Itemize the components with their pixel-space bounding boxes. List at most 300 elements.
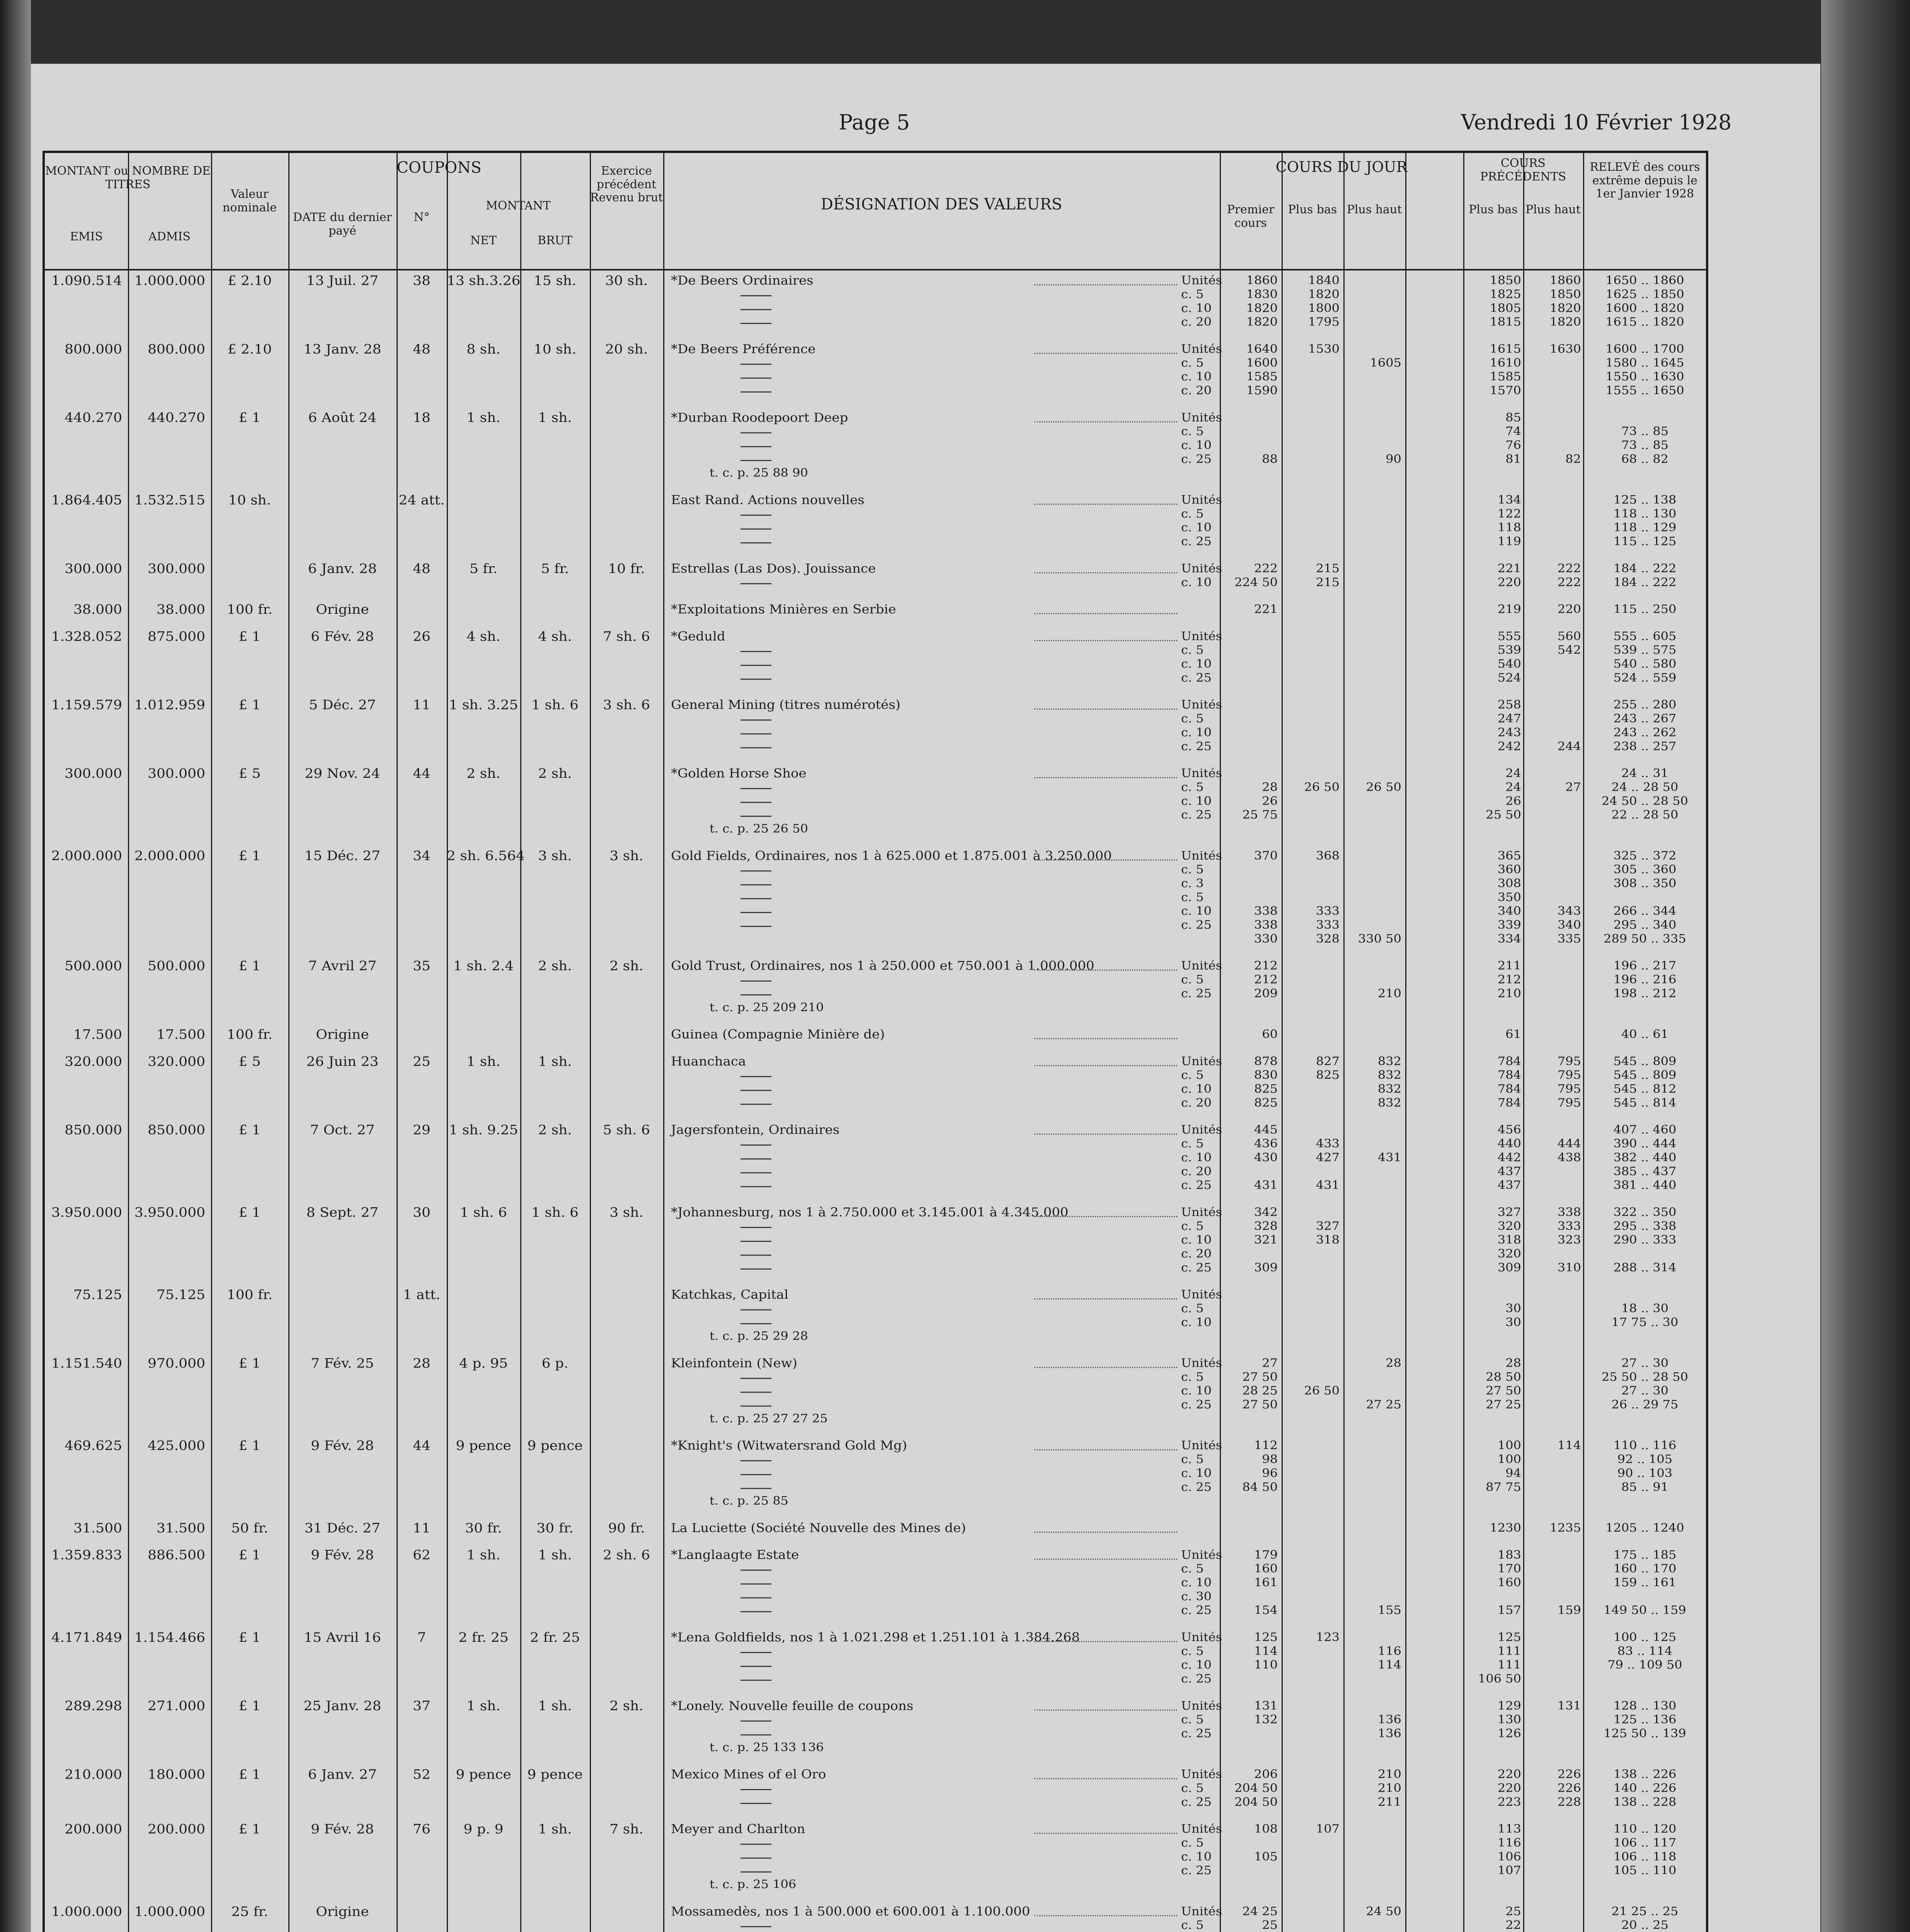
coupon-class-label: c. 5 (1181, 972, 1204, 986)
emis-value: 320.000 (65, 1054, 122, 1069)
premier-cours: 24 25 (1242, 1904, 1278, 1918)
prec-plus-bas: 1610 (1490, 355, 1521, 370)
leader-dots (1034, 709, 1177, 710)
security-name: *Langlaagte Estate (671, 1548, 799, 1563)
releve-range: 17 75 .. 30 (1611, 1315, 1678, 1329)
ditto-mark (741, 460, 771, 461)
exercice-revenu: 3 sh. (609, 849, 643, 864)
prec-plus-bas: 27 25 (1486, 1397, 1521, 1412)
prec-plus-bas: 134 (1497, 493, 1521, 507)
coupon-class-label: Unités (1181, 410, 1222, 424)
releve-range: 125 .. 138 (1613, 493, 1677, 507)
prec-plus-haut: 310 (1557, 1260, 1581, 1274)
coupon-class-label: c. 10 (1181, 301, 1212, 315)
coupon-number: 52 (413, 1767, 431, 1782)
security-name: *Geduld (671, 629, 725, 644)
coupon-class-label: c. 5 (1181, 1452, 1204, 1466)
prec-plus-bas: 129 (1497, 1699, 1521, 1713)
premier-cours: 1830 (1246, 287, 1278, 301)
prec-plus-bas: 122 (1497, 507, 1521, 520)
coupon-class-label: c. 25 (1181, 534, 1212, 548)
plus-bas: 433 (1316, 1136, 1340, 1151)
plus-haut: 431 (1377, 1150, 1401, 1164)
ditto-mark (741, 1255, 771, 1256)
coupon-class-label: Unités (1181, 273, 1222, 287)
releve-range: 68 .. 82 (1621, 452, 1669, 466)
prec-plus-bas: 26 (1505, 794, 1521, 808)
emis-value: 38.000 (73, 602, 122, 617)
header-plus-haut: Plus haut (1347, 203, 1402, 216)
prec-plus-bas: 130 (1497, 1712, 1521, 1726)
exercice-revenu: 7 sh. 6 (603, 629, 650, 644)
emis-value: 1.159.579 (51, 697, 122, 713)
ditto-mark (741, 1186, 771, 1187)
exercice-revenu: 3 sh. (609, 1205, 643, 1220)
ditto-mark (741, 295, 771, 296)
security-name: Mexico Mines of el Oro (671, 1767, 826, 1782)
premier-cours: 1585 (1246, 369, 1278, 384)
coupon-net: 1 sh. 3.25 (449, 697, 518, 713)
coupon-class-label: c. 5 (1181, 711, 1204, 726)
prec-plus-bas: 339 (1497, 918, 1521, 932)
coupon-brut: 5 fr. (541, 561, 569, 577)
ditto-mark (741, 323, 771, 324)
coupon-class-label: Unités (1181, 1767, 1222, 1781)
valeur-nominale: 10 sh. (228, 493, 271, 508)
plus-bas: 427 (1316, 1150, 1340, 1164)
admis-value: 3.950.000 (134, 1205, 205, 1220)
premier-cours: 96 (1262, 1466, 1278, 1480)
coupon-class-label: Unités (1181, 1287, 1222, 1301)
page-date: Vendredi 10 Février 1928 (1461, 110, 1732, 134)
prec-plus-bas: 1570 (1490, 383, 1521, 398)
releve-range: 149 50 .. 159 (1604, 1603, 1686, 1617)
admis-value: 1.532.515 (134, 493, 205, 508)
coupon-brut: 30 fr. (536, 1520, 574, 1536)
leader-dots (1034, 1532, 1177, 1533)
header-cours-precedents: COURS PRÉCÉDENTS (1480, 156, 1566, 184)
prec-plus-bas: 784 (1497, 1068, 1521, 1082)
ditto-mark (741, 515, 771, 516)
premier-cours: 1640 (1246, 342, 1278, 356)
admis-value: 425.000 (148, 1438, 205, 1454)
releve-range: 138 .. 226 (1613, 1767, 1677, 1781)
tcp-quote: t. c. p. 25 85 (710, 1493, 788, 1508)
prec-plus-bas: 221 (1497, 561, 1521, 575)
releve-range: 26 .. 29 75 (1611, 1397, 1678, 1412)
coupon-class-label: Unités (1181, 849, 1222, 862)
security-name: East Rand. Actions nouvelles (671, 493, 865, 507)
ditto-mark (741, 1611, 771, 1612)
ditto-mark (741, 543, 771, 544)
coupon-class-label: Unités (1181, 697, 1222, 712)
header-prec-bas: Plus bas (1469, 203, 1518, 216)
prec-plus-bas: 27 50 (1486, 1383, 1521, 1398)
coupon-class-label: c. 25 (1181, 1397, 1212, 1412)
exercice-revenu: 2 sh. (609, 1699, 643, 1714)
header-plus-bas: Plus bas (1288, 203, 1337, 216)
premier-cours: 132 (1254, 1712, 1278, 1726)
prec-plus-bas: 456 (1497, 1122, 1521, 1137)
plus-haut: 28 (1386, 1356, 1401, 1370)
header-no: N° (414, 211, 430, 224)
prec-plus-bas: 1585 (1490, 369, 1521, 384)
coupon-class-label: c. 10 (1181, 656, 1212, 671)
coupon-date: 26 Juin 23 (306, 1054, 379, 1069)
coupon-number: 48 (413, 342, 431, 357)
releve-range: 198 .. 212 (1613, 986, 1677, 1000)
coupon-class-label: c. 10 (1181, 575, 1212, 589)
plus-haut: 210 (1377, 1767, 1401, 1781)
coupon-net: 9 pence (456, 1438, 511, 1454)
leader-dots (1034, 284, 1177, 286)
ditto-mark (741, 981, 771, 982)
valeur-nominale: £ 1 (238, 1821, 261, 1837)
releve-range: 1600 .. 1700 (1605, 342, 1684, 356)
releve-range: 184 .. 222 (1613, 575, 1677, 589)
valeur-nominale: 100 fr. (226, 1287, 273, 1303)
releve-range: 73 .. 85 (1621, 424, 1669, 438)
security-name: Gold Trust, Ordinaires, nos 1 à 250.000 et 750.001 à 1.000.000 (671, 958, 1095, 973)
prec-plus-haut: 340 (1557, 918, 1581, 932)
coupon-number: 11 (413, 697, 431, 713)
valeur-nominale: £ 2.10 (227, 273, 272, 289)
coupon-class-label: Unités (1181, 958, 1222, 973)
plus-bas: 318 (1316, 1233, 1340, 1247)
quotation-table (43, 151, 1708, 1932)
plus-haut: 330 50 (1358, 932, 1401, 946)
prec-plus-bas: 24 (1505, 766, 1521, 780)
prec-plus-haut: 1630 (1549, 342, 1581, 356)
header-cours-jour: COURS DU JOUR (1275, 158, 1408, 175)
releve-range: 545 .. 809 (1613, 1054, 1677, 1068)
exercice-revenu: 30 sh. (605, 273, 648, 289)
leader-dots (1034, 640, 1177, 641)
book-edge-right (1821, 0, 1910, 1932)
prec-plus-bas: 555 (1497, 629, 1521, 643)
leader-dots (1034, 1778, 1177, 1779)
coupon-class-label: Unités (1181, 1356, 1222, 1370)
coupon-brut: 1 sh. 6 (531, 1205, 579, 1220)
plus-bas: 1840 (1308, 273, 1340, 287)
emis-value: 1.328.052 (51, 629, 122, 644)
releve-range: 105 .. 110 (1613, 1863, 1677, 1878)
coupon-net: 30 fr. (465, 1520, 502, 1536)
coupon-class-label: c. 10 (1181, 725, 1212, 739)
releve-range: 125 .. 136 (1613, 1712, 1677, 1726)
ditto-mark (741, 719, 771, 721)
plus-bas: 328 (1316, 932, 1340, 946)
coupon-class-label: c. 25 (1181, 986, 1212, 1000)
prec-plus-bas: 350 (1497, 890, 1521, 904)
prec-plus-haut: 343 (1557, 904, 1581, 918)
coupon-number: 30 (413, 1205, 431, 1220)
prec-plus-haut: 323 (1557, 1233, 1581, 1247)
leader-dots (1034, 421, 1177, 422)
coupon-class-label: c. 5 (1181, 1781, 1204, 1795)
releve-range: 288 .. 314 (1613, 1260, 1677, 1274)
plus-bas: 333 (1316, 904, 1340, 918)
premier-cours: 60 (1262, 1027, 1278, 1041)
ditto-mark (741, 679, 771, 680)
security-name: Meyer and Charlton (671, 1821, 805, 1837)
prec-plus-bas: 220 (1497, 1767, 1521, 1781)
prec-plus-bas: 437 (1497, 1178, 1521, 1192)
prec-plus-bas: 100 (1497, 1452, 1521, 1466)
releve-range: 539 .. 575 (1613, 643, 1677, 657)
releve-range: 540 .. 580 (1613, 656, 1677, 671)
releve-range: 24 .. 31 (1621, 766, 1669, 780)
releve-range: 22 .. 28 50 (1611, 808, 1678, 822)
coupon-net: 9 p. 9 (463, 1821, 504, 1837)
admis-value: 1.154.466 (134, 1630, 205, 1645)
plus-haut: 210 (1377, 1781, 1401, 1795)
tcp-quote: t. c. p. 25 88 90 (710, 466, 808, 480)
admis-value: 1.000.000 (134, 1904, 205, 1919)
premier-cours: 154 (1254, 1603, 1278, 1617)
coupon-class-label: c. 5 (1181, 643, 1204, 657)
admis-value: 875.000 (148, 629, 205, 644)
prec-plus-bas: 334 (1497, 932, 1521, 946)
prec-plus-bas: 220 (1497, 575, 1521, 589)
ditto-mark (741, 871, 771, 872)
releve-range: 100 .. 125 (1613, 1630, 1677, 1644)
releve-range: 118 .. 129 (1613, 520, 1677, 534)
emis-value: 1.864.405 (51, 493, 122, 508)
ditto-mark (741, 446, 771, 447)
coupon-net: 2 sh. (466, 766, 500, 781)
security-name: *Durban Roodepoort Deep (671, 410, 848, 425)
prec-plus-bas: 113 (1497, 1821, 1521, 1836)
coupon-class-label: c. 20 (1181, 1247, 1212, 1261)
premier-cours: 98 (1262, 1452, 1278, 1466)
coupon-brut: 2 sh. (538, 1122, 572, 1138)
premier-cours: 204 50 (1234, 1795, 1278, 1809)
coupon-class-label: c. 25 (1181, 1726, 1212, 1740)
coupon-date: 6 Janv. 27 (308, 1767, 377, 1782)
plus-haut: 832 (1377, 1068, 1401, 1082)
coupon-class-label: Unités (1181, 629, 1222, 643)
tcp-quote: t. c. p. 25 27 27 25 (710, 1411, 828, 1425)
coupon-number: 28 (413, 1356, 431, 1371)
plus-bas: 107 (1316, 1821, 1340, 1836)
header-brut: BRUT (538, 234, 572, 247)
coupon-class-label: c. 5 (1181, 1835, 1204, 1850)
ditto-mark (741, 529, 771, 530)
leader-dots (1034, 1709, 1177, 1711)
coupon-class-label: c. 20 (1181, 1095, 1212, 1110)
coupon-net: 4 p. 95 (459, 1356, 508, 1371)
releve-range: 545 .. 814 (1613, 1095, 1677, 1110)
coupon-class-label: c. 5 (1181, 890, 1204, 904)
coupon-brut: 1 sh. 6 (531, 697, 579, 713)
releve-range: 1615 .. 1820 (1605, 315, 1684, 329)
valeur-nominale: £ 1 (238, 1699, 261, 1714)
ditto-mark (741, 583, 771, 584)
valeur-nominale: £ 1 (238, 1122, 261, 1138)
coupon-date: 29 Nov. 24 (305, 766, 380, 781)
security-name: La Luciette (Société Nouvelle des Mines de) (671, 1520, 966, 1536)
coupon-class-label: c. 5 (1181, 1136, 1204, 1151)
releve-range: 1600 .. 1820 (1605, 301, 1684, 315)
plus-bas: 825 (1316, 1068, 1340, 1082)
valeur-nominale: £ 1 (238, 1548, 261, 1563)
security-name: *Exploitations Minières en Serbie (671, 602, 896, 617)
releve-range: 106 .. 117 (1613, 1835, 1677, 1850)
premier-cours: 445 (1254, 1122, 1278, 1137)
releve-range: 73 .. 85 (1621, 438, 1669, 452)
admis-value: 970.000 (148, 1356, 205, 1371)
valeur-nominale: £ 5 (238, 1054, 261, 1069)
valeur-nominale: £ 2.10 (227, 342, 272, 357)
plus-bas: 327 (1316, 1219, 1340, 1233)
plus-haut: 832 (1377, 1095, 1401, 1110)
plus-bas: 26 50 (1304, 1383, 1340, 1398)
prec-plus-bas: 94 (1505, 1466, 1521, 1480)
security-name: Jagersfontein, Ordinaires (671, 1122, 840, 1138)
prec-plus-haut: 82 (1565, 452, 1581, 466)
prec-plus-haut: 226 (1557, 1781, 1581, 1795)
premier-cours: 1820 (1246, 315, 1278, 329)
prec-plus-bas: 1805 (1490, 301, 1521, 315)
plus-haut: 210 (1377, 986, 1401, 1000)
coupon-class-label: c. 5 (1181, 1644, 1204, 1658)
plus-bas: 333 (1316, 918, 1340, 932)
premier-cours: 430 (1254, 1150, 1278, 1164)
coupon-class-label: c. 5 (1181, 424, 1204, 438)
coupon-class-label: c. 10 (1181, 438, 1212, 452)
premier-cours: 179 (1254, 1548, 1278, 1562)
prec-plus-haut: 335 (1557, 932, 1581, 946)
prec-plus-haut: 1820 (1549, 315, 1581, 329)
valeur-nominale: £ 1 (238, 697, 261, 713)
premier-cours: 1820 (1246, 301, 1278, 315)
security-name: *De Beers Préférence (671, 342, 816, 357)
coupon-date: 9 Fév. 28 (311, 1548, 374, 1563)
coupon-class-label: c. 10 (1181, 369, 1212, 384)
coupon-net: 5 fr. (469, 561, 498, 577)
ditto-mark (741, 1460, 771, 1461)
plus-haut: 24 50 (1366, 1904, 1401, 1918)
coupon-number: 35 (413, 958, 431, 974)
releve-range: 92 .. 105 (1617, 1452, 1673, 1466)
coupon-date: 7 Fév. 25 (311, 1356, 374, 1371)
security-name: Gold Fields, Ordinaires, nos 1 à 625.000 et 1.875.001 à 3.250.000 (671, 849, 1112, 863)
coupon-net: 9 pence (456, 1767, 511, 1782)
valeur-nominale: £ 1 (238, 1630, 261, 1645)
coupon-brut: 2 sh. (538, 766, 572, 781)
prec-plus-bas: 219 (1497, 602, 1521, 616)
coupon-date: 6 Fév. 28 (311, 629, 374, 644)
prec-plus-bas: 223 (1497, 1795, 1521, 1809)
premier-cours: 110 (1254, 1658, 1278, 1672)
prec-plus-bas: 157 (1497, 1603, 1521, 1617)
premier-cours: 224 50 (1234, 575, 1278, 589)
ditto-mark (741, 1158, 771, 1160)
prec-plus-bas: 308 (1497, 876, 1521, 890)
ditto-mark (741, 1378, 771, 1379)
prec-plus-bas: 1815 (1490, 315, 1521, 329)
releve-range: 1650 .. 1860 (1605, 273, 1684, 287)
ditto-mark (741, 926, 771, 927)
security-name: Mossamedès, nos 1 à 500.000 et 600.001 à 1.100.000 (671, 1904, 1030, 1919)
leader-dots (1034, 859, 1177, 861)
ditto-mark (741, 1803, 771, 1804)
header-net: NET (470, 234, 497, 247)
ditto-mark (741, 1172, 771, 1173)
emis-value: 1.000.000 (51, 1904, 122, 1919)
valeur-nominale: £ 1 (238, 1438, 261, 1454)
coupon-date: 9 Fév. 28 (311, 1821, 374, 1837)
coupon-brut: 6 p. (541, 1356, 569, 1371)
exercice-revenu: 20 sh. (605, 342, 648, 357)
plus-haut: 27 25 (1366, 1397, 1401, 1412)
ditto-mark (741, 1392, 771, 1393)
leader-dots (1034, 1367, 1177, 1368)
plus-bas: 215 (1316, 575, 1340, 589)
premier-cours: 25 75 (1242, 808, 1278, 822)
emis-value: 469.625 (65, 1438, 122, 1454)
releve-range: 20 .. 25 (1621, 1918, 1669, 1932)
exercice-revenu: 90 fr. (608, 1520, 645, 1536)
coupon-date: 7 Oct. 27 (310, 1122, 375, 1138)
releve-range: 25 50 .. 28 50 (1602, 1370, 1688, 1384)
coupon-number: 24 att. (398, 493, 445, 508)
releve-range: 266 .. 344 (1613, 904, 1677, 918)
prec-plus-bas: 81 (1505, 452, 1521, 466)
coupon-class-label: c. 25 (1181, 1480, 1212, 1494)
admis-value: 1.000.000 (134, 273, 205, 289)
coupon-date: 15 Avril 16 (304, 1630, 381, 1645)
admis-value: 440.270 (148, 410, 205, 425)
tcp-quote: t. c. p. 25 133 136 (710, 1740, 824, 1754)
releve-range: 305 .. 360 (1613, 862, 1677, 876)
releve-range: 322 .. 350 (1613, 1205, 1677, 1219)
ditto-mark (741, 1583, 771, 1585)
prec-plus-haut: 1850 (1549, 287, 1581, 301)
coupon-class-label: c. 3 (1181, 876, 1204, 890)
premier-cours: 114 (1254, 1644, 1278, 1658)
prec-plus-haut: 220 (1557, 602, 1581, 616)
security-name: Guinea (Compagnie Minière de) (671, 1027, 885, 1042)
releve-range: 106 .. 118 (1613, 1849, 1677, 1864)
releve-range: 160 .. 170 (1613, 1561, 1677, 1576)
coupon-number: 76 (413, 1821, 431, 1837)
header-designation: DÉSIGNATION DES VALEURS (821, 196, 1062, 213)
coupon-class-label: Unités (1181, 561, 1222, 575)
ditto-mark (741, 816, 771, 817)
emis-value: 2.000.000 (51, 849, 122, 864)
coupon-class-label: c. 5 (1181, 780, 1204, 794)
emis-value: 800.000 (65, 342, 122, 357)
ditto-mark (741, 309, 771, 310)
admis-value: 850.000 (148, 1122, 205, 1138)
plus-bas: 26 50 (1304, 780, 1340, 794)
book-gutter-left (0, 0, 31, 1932)
coupon-class-label: Unités (1181, 1630, 1222, 1644)
leader-dots (1034, 969, 1177, 971)
coupon-class-label: Unités (1181, 1699, 1222, 1713)
security-name: General Mining (titres numérotés) (671, 697, 901, 713)
prec-plus-bas: 28 (1505, 1356, 1521, 1370)
prec-plus-bas: 258 (1497, 697, 1521, 712)
prec-plus-bas: 784 (1497, 1095, 1521, 1110)
prec-plus-bas: 25 (1505, 1904, 1521, 1918)
ditto-mark (741, 1570, 771, 1571)
prec-plus-bas: 327 (1497, 1205, 1521, 1219)
emis-value: 440.270 (65, 410, 122, 425)
header-admis: ADMIS (148, 230, 191, 243)
